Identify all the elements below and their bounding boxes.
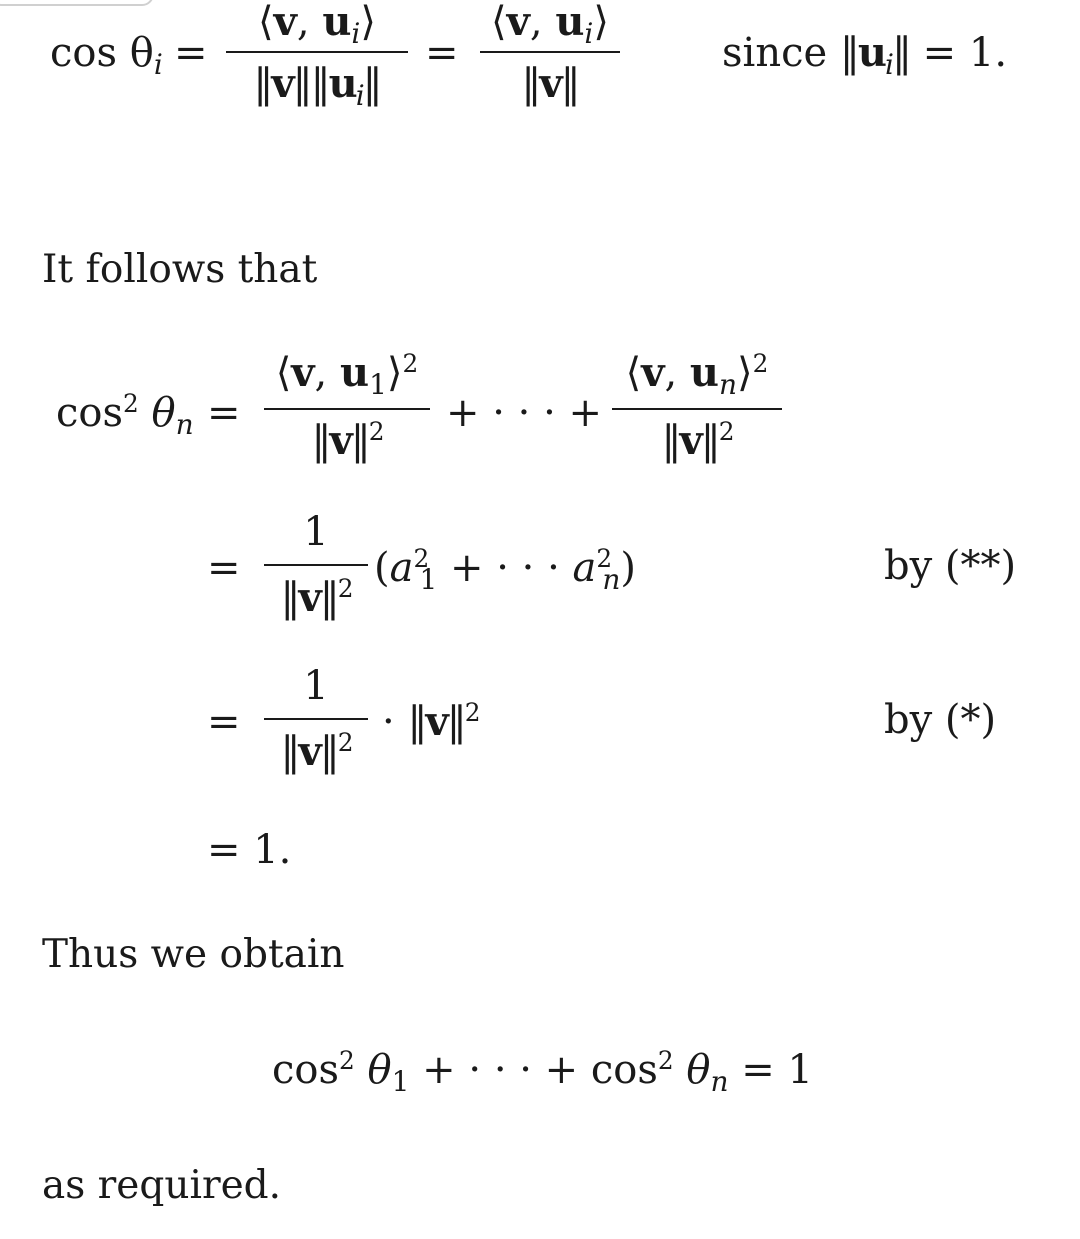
fraction-one-over-norm-squared: 1 ‖v‖$^2$ <box>264 508 368 628</box>
since-condition: since ‖ui‖ = 1. <box>722 29 1008 81</box>
fraction-inner-product-over-norms: ⟨v, ui⟩ ‖v‖‖ui‖ <box>226 0 408 120</box>
paragraph-thus-we-obtain: Thus we obtain <box>42 932 345 977</box>
equals-sign: = <box>174 30 208 76</box>
fraction-last-term: ⟨v, un⟩$^2$ ‖v‖$^2$ <box>612 345 782 465</box>
fraction-inner-product-over-norm: ⟨v, ui⟩ ‖v‖ <box>480 0 620 120</box>
result-equals-one: = 1. <box>207 827 292 873</box>
fraction-one-over-norm-squared: 1 ‖v‖$^2$ <box>264 662 368 782</box>
plus-dots-plus: + · · · + <box>446 390 603 436</box>
paragraph-it-follows: It follows that <box>42 247 318 292</box>
reference-tag-double-star: by (**) <box>884 543 1017 589</box>
equals-sign: = <box>425 30 459 76</box>
equals-sign: = <box>207 545 241 591</box>
paragraph-as-required: as required. <box>42 1163 282 1208</box>
equation-final-identity: $\cos^2 \theta 1$ + · · · + $\cos^2 \theta n = 1$ <box>272 1046 813 1098</box>
reference-tag-star: by (*) <box>884 697 997 743</box>
fraction-first-term: ⟨v, u1⟩$^2$ ‖v‖$^2$ <box>264 345 430 465</box>
top-frame-edge <box>0 0 154 6</box>
times-norm-squared: · ‖v‖$^2$ <box>382 698 481 745</box>
sum-of-coefficients-squared: ($a^21$ + · · · $a^2n$) <box>374 544 637 596</box>
equals-sign: = <box>207 699 241 745</box>
cos-squared-theta-n: $\cos^2 \theta n$ <box>56 389 194 441</box>
cos-theta-i: cos θi <box>50 30 163 81</box>
equals-sign: = <box>207 390 241 436</box>
